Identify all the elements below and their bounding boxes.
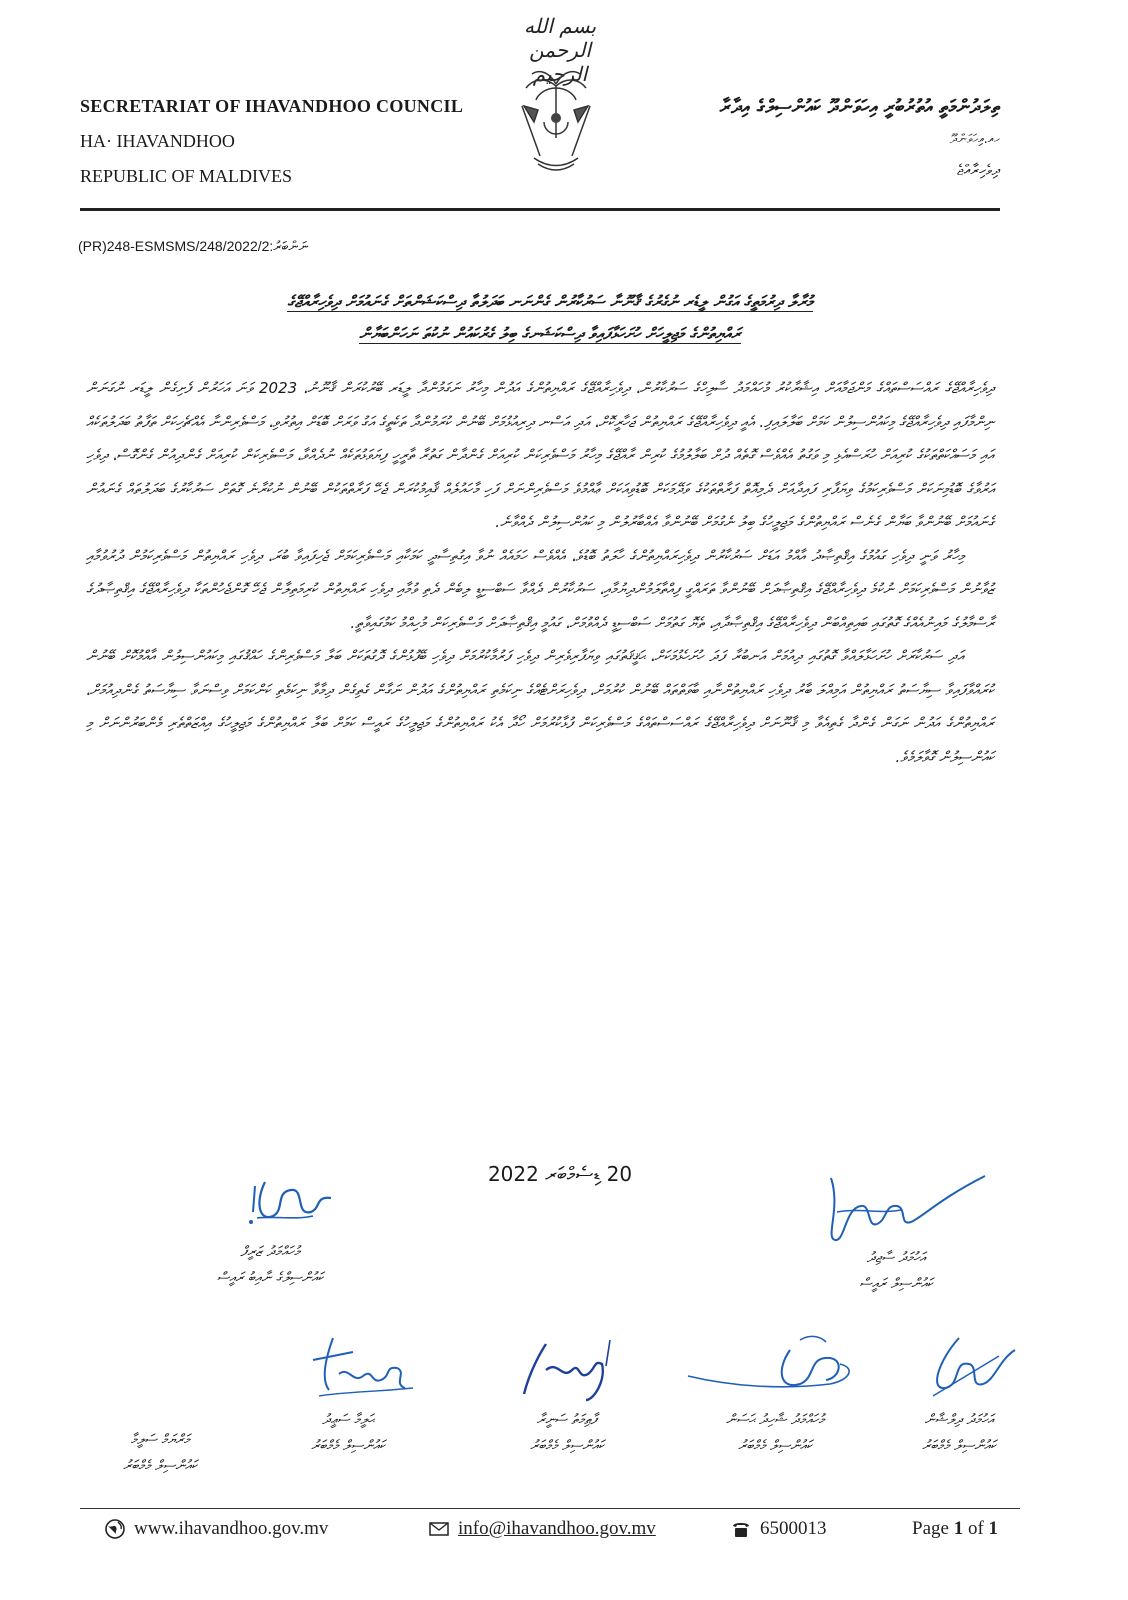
- signature-image: [502, 1330, 632, 1410]
- signatory-name: އަހުމަދު ސާޖިދު: [866, 1250, 926, 1266]
- signature-image: [680, 1330, 870, 1410]
- english-letterhead: [80, 96, 463, 187]
- page-indicator: [912, 1518, 998, 1540]
- letterhead-dhivehi-line2: ހއ.އިހަވަންދޫ: [949, 132, 1000, 147]
- signature-block: [680, 1330, 870, 1454]
- page-current: 1: [953, 1518, 964, 1539]
- body-paragraph: މިހާރު ވަނީ ދިވެހި ގައުމުގެ އިޤްތިޞާދު އާއްމު އަޑަށް ސަރުކާރުން ދިވެހިރައްޔިތުންގެ ހާލަތު ބޮޑުވެ، އެއްވެސް ހަމައެއް ނުވާ އިގުތިސާދީ ކަމަކާއި މަސްވެރިކަމަށް ޖެހިފައިވާ ބުރަ، ދިވެހި ރައްޔިތުން މަސްވެރިކަމުން ދުރުވުމާއި ޒުވާނުން މަސްވެރިކަމަށް ނުކުމެ ދިވެހިރާއްޖޭގެ އިޤްތިޞާދަށް ބޭނުންވާ ތަރައްގީ ފިއްތާލަމުންދިޔުމާއި، ސަރުކާރުން ދެއްވާ ސަބްސިޑީ ލިބެން ދެތި ވުމާއި ދިވެހި ރައްޔިތުން ކުރިމަތިލާން ޖެހޭ ގޮންޖެހުންތަކާ ދިވެހިރާއްޖޭގެ އިޤްތިޞާދުގެ ރާސްމާލުގެ މައިނުއެއްގެ ގޮތުގައި ބައިތިއްބަން ދިވެހިރާއްޖޭގެ އިޤްތިޞާދާއި، ތެޔޮ ގަތުމަށް ސަބްސިޑީ ދެއްވުމަށް، ގައުމީ އިޤްތިޞާދަށް މަސްވެރިކަން މުހިއްމު ކަމުގައިވާތީ.: [86, 546, 994, 632]
- signatory-role: ކައުންސިލް މެމްބަރު: [123, 1458, 197, 1474]
- signatory-name: މުހައްމަދު ޒަރީފް: [240, 1244, 300, 1260]
- letter-date: 20 ޑިސެމްބަރ 2022: [487, 1162, 633, 1186]
- signatory-role: ކައުންސިލްގެ ނާއިބު ރައީސް: [216, 1270, 324, 1286]
- body-paragraph: އަދި ސަރުކާރަށް ހުށަހަޅާލައްވާ ގޮތުގައި ދިއުމަށް އަނބުރާ ފަދަ ހުށަހެޅުމަކަށް، ޙަޤީޤަތުގައި ވިޔަފާރިވެރިން ދިވެހި ފަރުމާކުރުމަށް ދިވެހި ބޭފުޅުންގެ ދޮގުތަކަށް ބަލާ މަސްވެރިންގެ ހައްޤުގައި މިކައުންސިލުން އާއްމުކޮށް ބޭނުން ކުރައްވާފައިވާ ސިޔާސަތު ރައްޔިތުން އަމިއްލަ ބާރު ދިވެހި ރައްޔިތުންނާއި ބާވަތްތައް ބޭނުން ކުރުމަށް، ދިވެހިރަށްޓެއްގެ ނިކަމެތި ރައްޔިތުންގެ އަދުން ނަގާން ގެތިގެން ދިމާވާ ނިކަމެތި ކަންކަމަށް ވިސްނަވާ ސިޔާސަތު ގެންދިއުމަށް، ރައްޔިތުންގެ އަދުން ނަގަން ގެންދާ ގެތިއެވާ މި ޤާނޫނަށް ދިވެހިރާއްޖޭގެ ރައްސަސްތައްގެ މަސްވެރިކަން ފުޅާކުރުމަށް ހޯދާ އެކު ރައްޔިތުންގެ މަޖިލީހުގެ ރައީސް ކަމަށް ބަލާ ރައްޔިތުންގެ މަޖިލީހުގެ އިއްޒަތްތެރި މެންބަރުންނަށް މި ކައުންސިލުން ގޮވާލަމެވެ.: [86, 647, 994, 766]
- page-total: 1: [988, 1518, 999, 1539]
- signatory-name: ފާޠިމަތު ސަނީރާ: [536, 1412, 598, 1428]
- title-line-1: މުރާލާ ދިރުމަތީގެ އަގުން ލީޑެރ ނުގެރުގެ ޤާނޫނާ ސަރުކާރުން ގެންނަނ ބަދަލުތާ ދިސްކަޝަންތަށް ގެނައުމަށް ދިވެހިރާއްޖޭގެ: [287, 292, 813, 311]
- signatory-name: ޙަލީމާ ސަޢީދު: [322, 1412, 374, 1428]
- footer-email[interactable]: [428, 1518, 656, 1540]
- maldives-emblem-icon: [514, 66, 598, 176]
- signatory-name: މަރްޔަމް ސަލީމާ: [130, 1432, 190, 1448]
- dhivehi-letterhead: [720, 96, 1000, 179]
- envelope-icon: [428, 1518, 450, 1540]
- signature-block: [80, 1430, 240, 1474]
- letterhead-dhivehi-line3: ދިވެހިރާއްޖެ: [956, 161, 1000, 179]
- signature-image: [273, 1330, 423, 1410]
- signatory-role: ކައުންސިލް މެމްބަރު: [738, 1438, 812, 1454]
- letterhead-english-line3: REPUBLIC OF MALDIVES: [80, 166, 293, 186]
- footer-divider: [80, 1508, 1020, 1509]
- title-line-2: ރައްޔިތުންގެ މަޖިލީހަށް ހުށަހަޅާފައިވާ ދިސްކަޝަނގެ ބިލު ގެރުކައުން ނުކުތަ ނަހަންބަޔާން: [359, 324, 741, 343]
- phone-number: 6500013: [760, 1518, 827, 1539]
- signatory-role: ކައުންސިލް މެމްބަރު: [530, 1438, 604, 1454]
- signatory-role: ކައުންސިލް މެމްބަރު: [311, 1438, 385, 1454]
- signature-block: [884, 1330, 1034, 1454]
- signatory-role: ކައުންސިލް ރައީސް: [859, 1276, 933, 1292]
- signature-block: [160, 1172, 380, 1286]
- globe-icon: [104, 1518, 126, 1540]
- page-mid: of: [963, 1518, 989, 1539]
- page-prefix: Page: [912, 1518, 954, 1539]
- signatory-name: އަހުމަދު ދިލްޝާން: [924, 1412, 994, 1428]
- website-link[interactable]: www.ihavandhoo.gov.mv: [134, 1518, 329, 1539]
- header-divider: [80, 208, 1000, 211]
- footer-website[interactable]: [104, 1518, 328, 1540]
- signature-block: [482, 1330, 652, 1454]
- body-paragraph: ދިވެހިރާއްޖޭގެ ރައްސަސްތައްގެ މަންޖަމާއަށް އިޝާރާކުރު މުހައްމަދު ސާލިހްގެ ސަރުކާރުން، ދިވެހިރާއްޖޭގެ ރައްޔިތުންގެ އަދުން މިހާރު ނަގަމުންދާ ލީޑަރ ބޭރުކުރަން ޤާނޫނު، 2023 ވަނަ އަހަރުން ފެށިގެން ލީޑަރ ނުގަނަން ނިންމާފައި ދިވެހިރާއްޖޭގެ މިކައުންސިލުން ކަމަށް ބަލާލައިފި. އެއީ ދިވެހިރާއްޖޭގެ ރައްޔިތުން ޖަހާރީކޮށް، އަދި އަސްނ ދިރިއުޅުމަށް ބޭނުން ކުރަމުންދާ ތަކެތީގެ އަގު ވަރަށް ބޮޑަށް އިތުރުވި، މަސްވެރިންނާ އެއްޗެހިކަށް ތަފާތު ބަދަލުތަކެއް އައި މަސައްކަތްތަކުގެ ކުރިއަށް ހުރަސްއެޅި މި ވަގުތު އެއްވެސް ގޮތެއް ދުށް ބަލާލުމުގެ ކުރިން ރާއްޖޭގެ މިހާރު މަސްވެރިކަން ކުރިއަށް ގެންދާން ގަތުރާ ތާރީހީ ފިޔަވަޅުތަކެއް ނުދެއްވާ، މަސްވެރިކަން ކުރިއަށް ގެންދިއުން ގެންގޮސް، ދިވެހި އަރުވާގެ ބޮޑުމިނަކަށް މަސްވެރިކަމުގެ ވިޔަފާރި ފައިދާއަށް ދެމިއޮތް ފަރާތްތަކުގެ ވަދޭމަކަށް ބޮޑުވިއަކަށް ޢާއްމުވެ މަސްވެރިންނަށް ފަހި މާހައުލެއް ޤާއިމުކުރަން ޖެހޭ ފަރާތްތަކުން ބޭނުން ނުކުރާނެ ގޮތަށް ސަރުކާރުގެ ބަދަލުތައް ގެނައުން ގެނައުމަށް ބޭނުންވާ ބަޔާން ގެނެސް ރައްޔިތުންގެ މަޖިލީހުގެ ބިލު ނެގުމަށް ބޭނުންވާ އެއްބާރުލުން މި ކައުންސިލުން ދެއްވާނެ.: [86, 379, 995, 531]
- basmala: بسم الله الرحمن الرحيم: [523, 14, 597, 86]
- telephone-icon: [730, 1518, 752, 1540]
- email-link[interactable]: info@ihavandhoo.gov.mv: [458, 1518, 656, 1539]
- letterhead-english-line2: HA· IHAVANDHOO: [80, 131, 235, 151]
- reference-number: (PR)248-ESMSMS/248/2022/2:ނަންބަރު: [78, 238, 309, 254]
- letterhead-english-line1: SECRETARIAT OF IHAVANDHOO COUNCIL: [80, 96, 464, 116]
- signatory-role: ކައުންސިލް މެމްބަރު: [922, 1438, 996, 1454]
- letter-body: [86, 372, 994, 774]
- signatory-name: މުހައްމަދު ޝާހިދު ޙަސަން: [726, 1412, 824, 1428]
- signature-image: [195, 1172, 345, 1242]
- document-title: [112, 286, 988, 350]
- signature-image: [801, 1168, 991, 1248]
- letterhead-dhivehi-line1: ތިލަދުންމަތީ އުތުރުބުރީ އިހަވަންދޫ ކައުންސިލްގެ އިދާރާ: [719, 96, 1000, 118]
- footer-phone: [730, 1518, 827, 1540]
- signature-image: [899, 1330, 1019, 1410]
- signature-block: [258, 1330, 438, 1454]
- signature-block: [796, 1168, 996, 1292]
